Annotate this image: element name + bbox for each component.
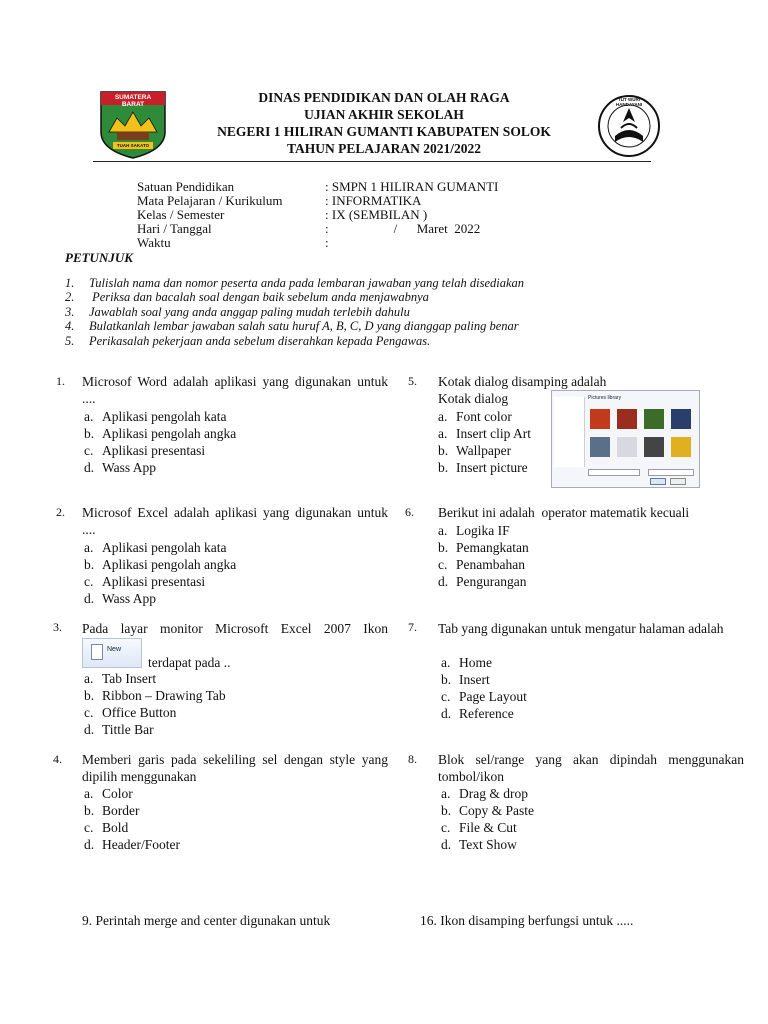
option-text: Aplikasi presentasi bbox=[102, 443, 206, 458]
option-text: Copy & Paste bbox=[459, 803, 535, 818]
option-b[interactable] bbox=[84, 556, 236, 573]
info-value-waktu: : bbox=[325, 235, 329, 250]
option-text: Wass App bbox=[102, 460, 157, 475]
option-letter: c. bbox=[84, 705, 94, 720]
option-b[interactable] bbox=[438, 442, 531, 459]
question-5-number: 5. bbox=[408, 374, 417, 388]
option-text: Office Button bbox=[102, 705, 177, 720]
option-letter: b. bbox=[438, 460, 449, 475]
option-text: Wass App bbox=[102, 591, 157, 606]
info-label-tanggal: Hari / Tanggal bbox=[137, 221, 212, 236]
option-letter: b. bbox=[441, 672, 452, 687]
dialog-cancel-button bbox=[670, 478, 686, 485]
instruction-item bbox=[65, 305, 410, 320]
option-text: Aplikasi pengolah angka bbox=[102, 557, 237, 572]
option-text: Insert bbox=[459, 672, 490, 687]
dialog-sidebar bbox=[554, 397, 585, 467]
option-letter: d. bbox=[441, 837, 452, 852]
option-text: Header/Footer bbox=[102, 837, 180, 852]
question-9-text: 9. Perintah merge and center digunakan untuk bbox=[82, 913, 331, 928]
photo-thumbnail bbox=[671, 409, 691, 429]
question-2-text: Microsof Excel adalah aplikasi yang digunakan untuk .... bbox=[82, 505, 388, 537]
option-text: Aplikasi presentasi bbox=[102, 574, 206, 589]
instruction-item bbox=[65, 276, 524, 291]
option-text: Bold bbox=[102, 820, 129, 835]
option-text: Font color bbox=[456, 409, 512, 424]
option-text: Aplikasi pengolah angka bbox=[102, 426, 237, 441]
question-4-options bbox=[84, 785, 180, 853]
instruction-number: 1. bbox=[65, 276, 75, 290]
option-text: Pengurangan bbox=[456, 574, 527, 589]
option-letter: a. bbox=[84, 409, 94, 424]
option-letter: a. bbox=[84, 540, 94, 555]
dialog-title: Pictures library bbox=[588, 395, 622, 401]
option-b[interactable] bbox=[84, 802, 180, 819]
option-text: Penambahan bbox=[456, 557, 525, 572]
option-c[interactable] bbox=[84, 573, 236, 590]
option-text: Aplikasi pengolah kata bbox=[102, 409, 227, 424]
option-text: Logika IF bbox=[456, 523, 510, 538]
instruction-item bbox=[65, 319, 519, 334]
dialog-thumbnail-grid bbox=[590, 409, 694, 465]
new-document-icon bbox=[91, 644, 103, 660]
instruction-number: 3. bbox=[65, 305, 75, 319]
instruction-text: Bulatkanlah lembar jawaban salah satu huruf A, B, C, D yang dianggap paling benar bbox=[89, 319, 519, 333]
question-5-text-2: Kotak dialog bbox=[438, 391, 509, 406]
instruction-number: 4. bbox=[65, 319, 75, 333]
option-b[interactable] bbox=[438, 539, 529, 556]
option-letter: a. bbox=[84, 671, 94, 686]
option-letter: a. bbox=[441, 786, 451, 801]
info-value-tanggal: : / Maret 2022 bbox=[325, 221, 481, 236]
question-7-text: Tab yang digunakan untuk mengatur halaman adalah bbox=[438, 621, 724, 636]
question-7-number: 7. bbox=[408, 620, 417, 634]
option-d[interactable] bbox=[441, 705, 527, 722]
instruction-item bbox=[65, 290, 429, 305]
photo-thumbnail bbox=[617, 409, 637, 429]
option-d[interactable] bbox=[84, 459, 236, 476]
option-c[interactable] bbox=[84, 704, 226, 721]
option-letter: c. bbox=[438, 557, 448, 572]
option-text: Tab Insert bbox=[102, 671, 157, 686]
option-text: Page Layout bbox=[459, 689, 527, 704]
option-c[interactable] bbox=[441, 688, 527, 705]
photo-thumbnail bbox=[590, 409, 610, 429]
question-1-number: 1. bbox=[56, 374, 65, 388]
dialog-insert-button bbox=[650, 478, 666, 485]
option-text: Pemangkatan bbox=[456, 540, 529, 555]
dialog-filetype-field bbox=[648, 469, 694, 476]
option-text: Text Show bbox=[459, 837, 517, 852]
photo-thumbnail bbox=[671, 437, 691, 457]
petunjuk-title: PETUNJUK bbox=[65, 250, 133, 265]
question-3-options bbox=[84, 670, 226, 738]
option-letter: b. bbox=[84, 803, 95, 818]
option-c[interactable] bbox=[441, 819, 534, 836]
option-letter: a. bbox=[84, 786, 94, 801]
option-letter: d. bbox=[438, 574, 449, 589]
info-label-satuan: Satuan Pendidikan bbox=[137, 179, 235, 194]
instruction-number: 5. bbox=[65, 334, 75, 348]
option-letter: c. bbox=[441, 689, 451, 704]
option-a-2[interactable] bbox=[438, 425, 531, 442]
question-1-text: Microsof Word adalah aplikasi yang digunakan untuk .... bbox=[82, 374, 388, 406]
option-letter: c. bbox=[441, 820, 451, 835]
option-b[interactable] bbox=[441, 802, 534, 819]
option-b[interactable] bbox=[84, 687, 226, 704]
option-d[interactable] bbox=[84, 721, 226, 738]
option-text: Wallpaper bbox=[456, 443, 512, 458]
logo-right-text: TUT WURI HANDAYANI bbox=[615, 97, 643, 107]
option-letter: d. bbox=[84, 837, 95, 852]
option-a[interactable] bbox=[438, 408, 531, 425]
info-value-kelas: : IX (SEMBILAN ) bbox=[325, 207, 428, 222]
logo-left-text: SUMATERA BARAT bbox=[114, 94, 152, 108]
option-letter: d. bbox=[84, 722, 95, 737]
header-line-3: NEGERI 1 HILIRAN GUMANTI KABUPATEN SOLOK bbox=[217, 124, 551, 139]
option-letter: b. bbox=[438, 443, 449, 458]
option-b[interactable] bbox=[441, 671, 527, 688]
question-6-text: Berikut ini adalah operator matematik kecuali bbox=[438, 505, 690, 520]
photo-thumbnail bbox=[590, 437, 610, 457]
question-5-options bbox=[438, 408, 531, 476]
option-c[interactable] bbox=[84, 442, 236, 459]
option-letter: a. bbox=[438, 523, 448, 538]
option-letter: d. bbox=[441, 706, 452, 721]
option-d[interactable] bbox=[84, 590, 236, 607]
option-text: Color bbox=[102, 786, 133, 801]
photo-thumbnail bbox=[617, 437, 637, 457]
header-line-2: UJIAN AKHIR SEKOLAH bbox=[304, 107, 464, 122]
instruction-text: Jawablah soal yang anda anggap paling mudah terlebih dahulu bbox=[89, 305, 410, 319]
option-a[interactable] bbox=[84, 539, 236, 556]
option-letter: c. bbox=[84, 574, 94, 589]
question-8-text: Blok sel/range yang akan dipindah menggunakan tombol/ikon bbox=[438, 752, 744, 784]
question-4-number: 4. bbox=[53, 752, 62, 766]
option-a[interactable] bbox=[438, 522, 529, 539]
option-d[interactable] bbox=[441, 836, 534, 853]
option-a[interactable] bbox=[441, 654, 527, 671]
option-letter: a. bbox=[441, 655, 451, 670]
option-letter: b. bbox=[438, 540, 449, 555]
dialog-filename-field bbox=[588, 469, 640, 476]
option-letter: d. bbox=[84, 460, 95, 475]
option-letter: b. bbox=[84, 688, 95, 703]
logo-left-motto: TUAH SAKATO bbox=[116, 143, 150, 148]
option-letter: c. bbox=[84, 820, 94, 835]
header-divider bbox=[93, 161, 651, 162]
option-text: Aplikasi pengolah kata bbox=[102, 540, 227, 555]
instruction-text: Tulislah nama dan nomor peserta anda pada lembaran jawaban yang telah disediakan bbox=[89, 276, 525, 290]
question-6-options bbox=[438, 522, 529, 590]
instruction-text: Periksa dan bacalah soal dengan baik sebelum anda menjawabnya bbox=[89, 290, 429, 304]
option-text: Home bbox=[459, 655, 492, 670]
option-text: Tittle Bar bbox=[102, 722, 154, 737]
option-letter: b. bbox=[84, 426, 95, 441]
option-letter: c. bbox=[84, 443, 94, 458]
option-d[interactable] bbox=[84, 836, 180, 853]
option-a[interactable] bbox=[441, 785, 534, 802]
info-value-satuan: : SMPN 1 HILIRAN GUMANTI bbox=[325, 179, 499, 194]
question-4-text: Memberi garis pada sekeliling sel dengan style yang dipilih menggunakan bbox=[82, 752, 388, 784]
question-8-options bbox=[441, 785, 534, 853]
option-letter: a. bbox=[438, 426, 448, 441]
photo-thumbnail bbox=[644, 409, 664, 429]
instruction-item bbox=[65, 334, 430, 349]
header-line-1: DINAS PENDIDIKAN DAN OLAH RAGA bbox=[258, 90, 510, 105]
option-a[interactable] bbox=[84, 408, 236, 425]
info-label-kelas: Kelas / Semester bbox=[137, 207, 225, 222]
instruction-text: Perikasalah pekerjaan anda sebelum diserahkan kepada Pengawas. bbox=[89, 334, 431, 348]
option-c[interactable] bbox=[84, 819, 180, 836]
option-text: Drag & drop bbox=[459, 786, 528, 801]
option-b[interactable] bbox=[84, 425, 236, 442]
question-6-number: 6. bbox=[405, 505, 414, 519]
insert-picture-dialog-image bbox=[551, 390, 700, 488]
info-label-waktu: Waktu bbox=[137, 235, 171, 250]
option-letter: a. bbox=[438, 409, 448, 424]
info-label-mapel: Mata Pelajaran / Kurikulum bbox=[137, 193, 283, 208]
photo-thumbnail bbox=[644, 437, 664, 457]
new-document-icon-image bbox=[82, 638, 142, 668]
option-text: Reference bbox=[459, 706, 514, 721]
question-16-text: 16. Ikon disamping berfungsi untuk ..... bbox=[420, 913, 634, 928]
question-8-number: 8. bbox=[408, 752, 417, 766]
question-2-number: 2. bbox=[56, 505, 65, 519]
header-line-4: TAHUN PELAJARAN 2021/2022 bbox=[286, 141, 481, 156]
option-c[interactable] bbox=[438, 556, 529, 573]
question-3-number: 3. bbox=[53, 620, 62, 634]
option-letter: b. bbox=[84, 557, 95, 572]
info-value-mapel: : INFORMATIKA bbox=[325, 193, 422, 208]
option-b-2[interactable] bbox=[438, 459, 531, 476]
option-d[interactable] bbox=[438, 573, 529, 590]
question-7-options bbox=[441, 654, 527, 722]
option-text: Border bbox=[102, 803, 140, 818]
option-text: File & Cut bbox=[459, 820, 517, 835]
option-text: Ribbon – Drawing Tab bbox=[102, 688, 226, 703]
new-icon-label: New bbox=[107, 646, 122, 653]
option-text: Insert clip Art bbox=[456, 426, 531, 441]
option-letter: b. bbox=[441, 803, 452, 818]
question-3-text-2: terdapat pada .. bbox=[148, 655, 231, 670]
question-3-text: Pada layar monitor Microsoft Excel 2007 Ikon bbox=[82, 621, 388, 636]
option-a[interactable] bbox=[84, 670, 226, 687]
question-2-options bbox=[84, 539, 236, 607]
option-letter: d. bbox=[84, 591, 95, 606]
option-text: Insert picture bbox=[456, 460, 528, 475]
option-a[interactable] bbox=[84, 785, 180, 802]
instruction-number: 2. bbox=[65, 290, 75, 304]
question-1-options bbox=[84, 408, 236, 476]
question-5-text: Kotak dialog disamping adalah bbox=[438, 374, 607, 389]
